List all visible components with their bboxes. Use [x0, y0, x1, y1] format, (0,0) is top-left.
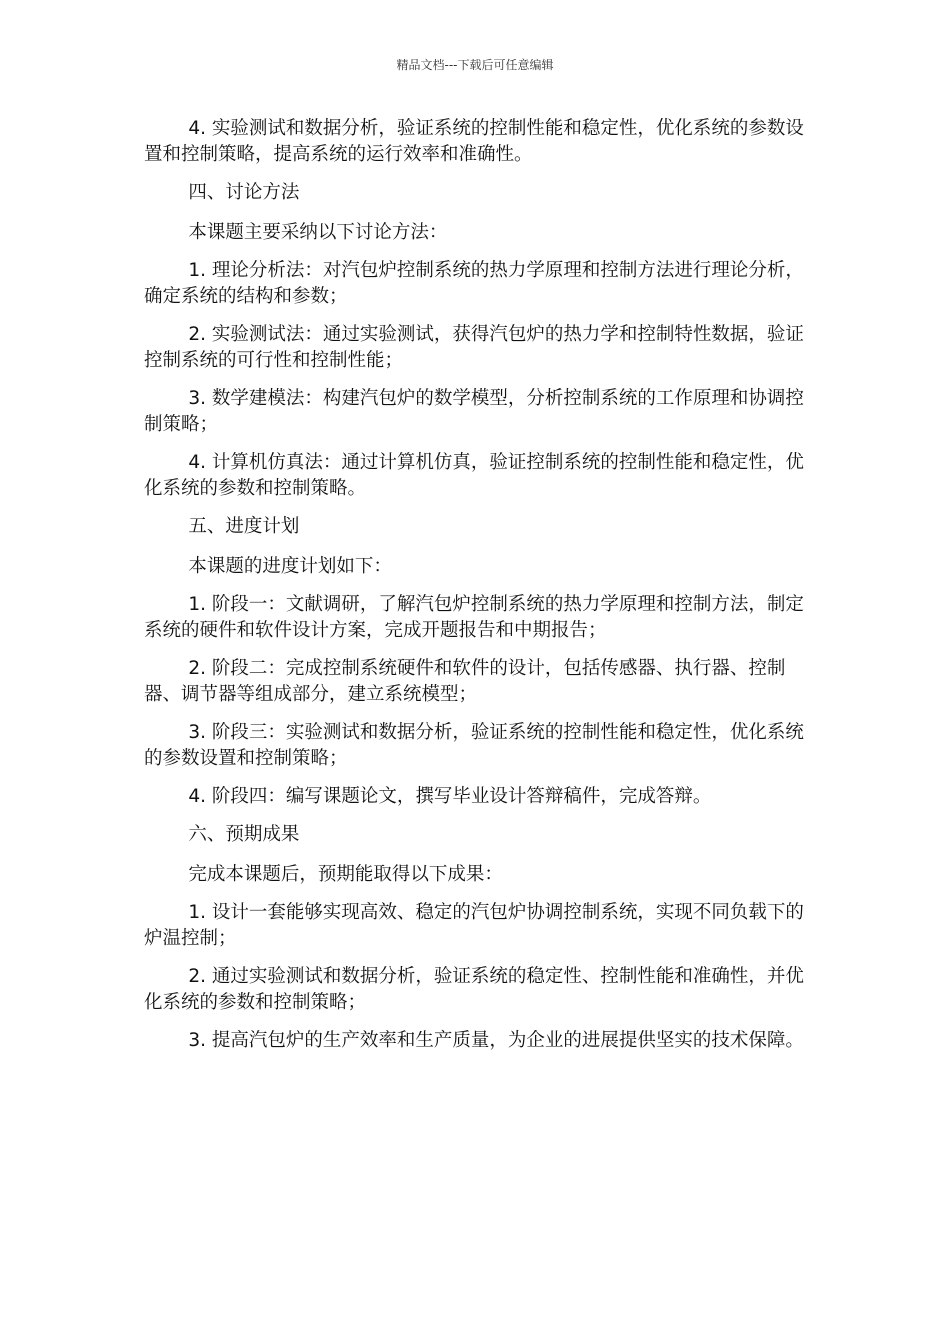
paragraph-stage-2: 2. 阶段二：完成控制系统硬件和软件的设计，包括传感器、执行器、控制器、调节器等组成部分，建立系统模型； [144, 658, 786, 705]
document-body [144, 116, 806, 1066]
section-heading-expected-results: 六、预期成果 [188, 824, 300, 845]
paragraph-stage-3: 3. 阶段三：实验测试和数据分析，验证系统的控制性能和稳定性，优化系统的参数设置和控制策略； [144, 722, 804, 769]
paragraph-schedule-intro: 本课题的进度计划如下： [188, 556, 392, 577]
paragraph-results-intro: 完成本课题后，预期能取得以下成果： [188, 864, 503, 885]
section-heading-research-methods: 四、讨论方法 [188, 182, 300, 203]
paragraph-method-simulation: 4. 计算机仿真法：通过计算机仿真，验证控制系统的控制性能和稳定性，优化系统的参数和控制策略。 [144, 452, 804, 499]
paragraph-result-2: 2. 通过实验测试和数据分析，验证系统的稳定性、控制性能和准确性，并优化系统的参数和控制策略； [144, 966, 804, 1013]
section-heading-schedule: 五、进度计划 [188, 516, 300, 537]
paragraph-item-4-experiment: 4. 实验测试和数据分析，验证系统的控制性能和稳定性，优化系统的参数设置和控制策略，提高系统的运行效率和准确性。 [144, 118, 804, 165]
paragraph-result-3: 3. 提高汽包炉的生产效率和生产质量，为企业的进展提供坚实的技术保障。 [188, 1030, 804, 1051]
paragraph-method-theory: 1. 理论分析法：对汽包炉控制系统的热力学原理和控制方法进行理论分析，确定系统的结构和参数； [144, 260, 804, 307]
page-header: 精品文档---下载后可任意编辑 [396, 58, 554, 72]
paragraph-methods-intro: 本课题主要采纳以下讨论方法： [188, 222, 448, 243]
paragraph-result-1: 1. 设计一套能够实现高效、稳定的汽包炉协调控制系统，实现不同负载下的炉温控制； [144, 902, 804, 949]
paragraph-stage-4: 4. 阶段四：编写课题论文，撰写毕业设计答辩稿件，完成答辩。 [188, 786, 712, 807]
paragraph-method-modeling: 3. 数学建模法：构建汽包炉的数学模型，分析控制系统的工作原理和协调控制策略； [144, 388, 804, 435]
paragraph-stage-1: 1. 阶段一：文献调研，了解汽包炉控制系统的热力学原理和控制方法，制定系统的硬件和软件设计方案，完成开题报告和中期报告； [144, 594, 804, 641]
paragraph-method-experiment: 2. 实验测试法：通过实验测试，获得汽包炉的热力学和控制特性数据，验证控制系统的可行性和控制性能； [144, 324, 804, 371]
